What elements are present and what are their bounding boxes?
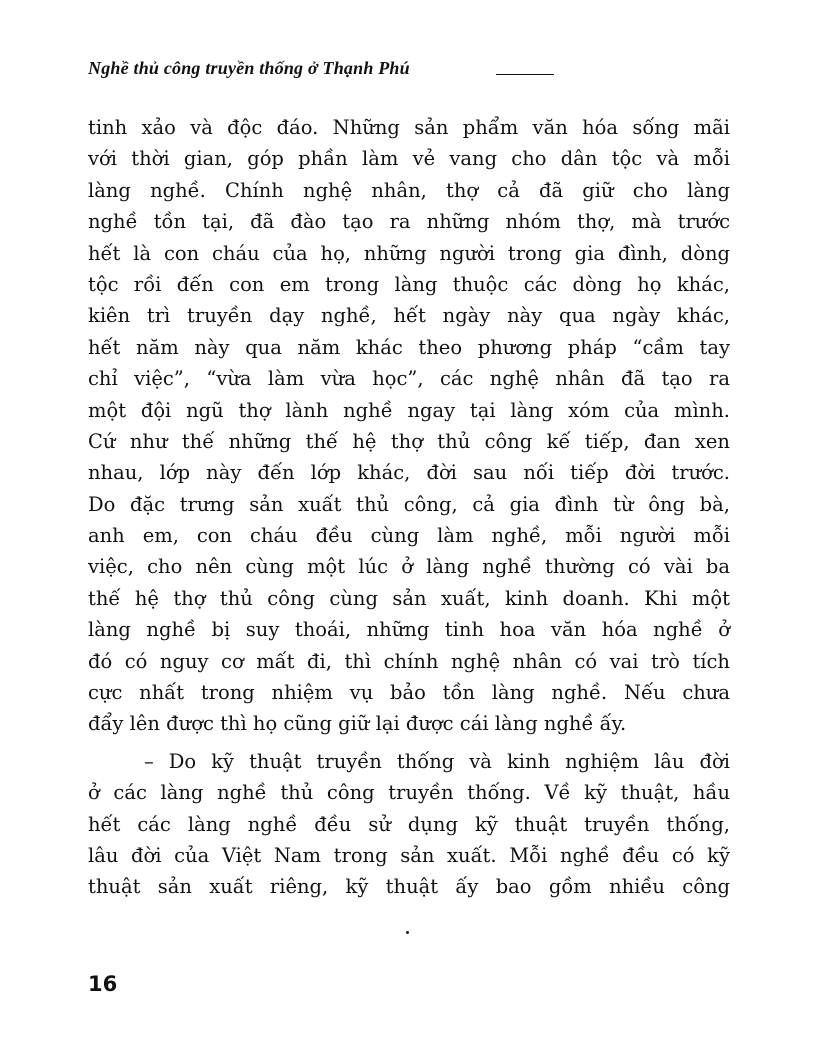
text-line: làng nghề bị suy thoái, những tinh hoa văn hóa nghề ở (88, 618, 730, 642)
text-line: hết năm này qua năm khác theo phương pháp “cầm tay (88, 335, 730, 359)
text-line: thế hệ thợ thủ công cùng sản xuất, kinh doanh. Khi một (88, 586, 730, 610)
text-line: với thời gian, góp phần làm vẻ vang cho dân tộc và mỗi (88, 147, 730, 171)
text-line: Cứ như thế những thế hệ thợ thủ công kế tiếp, đan xen (88, 429, 730, 453)
text-line: – Do kỹ thuật truyền thống và kinh nghiệm lâu đời (144, 749, 730, 773)
text-line: thuật sản xuất riêng, kỹ thuật ấy bao gồm nhiều công (88, 875, 730, 899)
text-line: đó có nguy cơ mất đi, thì chính nghệ nhân có vai trò tích (88, 649, 730, 673)
paragraph (88, 746, 730, 903)
running-header: Nghề thủ công truyền thống ở Thạnh Phú (88, 58, 410, 78)
text-line: tộc rồi đến con em trong làng thuộc các dòng họ khác, (88, 272, 730, 296)
text-line: chỉ việc”, “vừa làm vừa học”, các nghệ nhân đã tạo ra (88, 367, 730, 391)
text-line: đẩy lên được thì họ cũng giữ lại được cái làng nghề ấy. (88, 712, 627, 736)
text-line: hết là con cháu của họ, những người trong gia đình, dòng (88, 241, 730, 265)
paragraph (88, 112, 730, 740)
text-line: việc, cho nên cùng một lúc ở làng nghề thường có vài ba (88, 555, 730, 579)
text-line: kiên trì truyền dạy nghề, hết ngày này qua ngày khác, (88, 304, 730, 328)
text-line: tinh xảo và độc đáo. Những sản phẩm văn hóa sống mãi (88, 116, 730, 139)
text-line: làng nghề. Chính nghệ nhân, thợ cả đã giữ cho làng (88, 178, 730, 202)
text-line: Do đặc trưng sản xuất thủ công, cả gia đình từ ông bà, (88, 492, 730, 516)
text-line: nhau, lớp này đến lớp khác, đời sau nối tiếp đời trước. (88, 461, 730, 485)
text-line: anh em, con cháu đều cùng làm nghề, mỗi người mỗi (88, 524, 730, 548)
text-line: cực nhất trong nhiệm vụ bảo tồn làng nghề. Nếu chưa (88, 681, 730, 705)
text-line: hết các làng nghề đều sử dụng kỹ thuật truyền thống, (88, 812, 730, 836)
body-text (88, 112, 730, 903)
text-line: một đội ngũ thợ lành nghề ngay tại làng xóm của mình. (88, 398, 730, 422)
text-line: lâu đời của Việt Nam trong sản xuất. Mỗi nghề đều có kỹ (88, 843, 730, 867)
page-number: 16 (88, 972, 118, 996)
header-rule (496, 74, 554, 75)
text-line: ở các làng nghề thủ công truyền thống. Về kỹ thuật, hầu (88, 781, 730, 805)
text-line: nghề tồn tại, đã đào tạo ra những nhóm thợ, mà trước (88, 210, 730, 234)
print-speck (406, 931, 409, 934)
